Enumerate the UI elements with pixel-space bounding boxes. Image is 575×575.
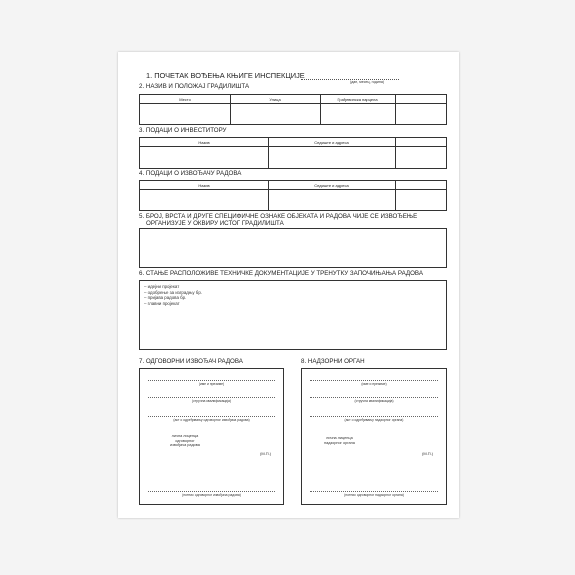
- name-caption: (име и презиме): [198, 382, 225, 386]
- section-2-heading: 2. НАЗИВ И ПОЛОЖАЈ ГРАДИЛИШТА: [139, 83, 250, 90]
- tech-docs-list: [144, 284, 202, 306]
- section-8-heading: 8. НАДЗОРНИ ОРГАН: [301, 358, 365, 365]
- section-3-heading: 3. ПОДАЦИ О ИНВЕСТИТОРУ: [139, 127, 227, 134]
- license-label: лична лиценца одговорног извођача радова: [170, 434, 200, 448]
- col-place: Место: [179, 96, 191, 102]
- act-line[interactable]: [310, 416, 438, 417]
- contractor-responsible-box: [139, 368, 284, 505]
- contractor-table: [139, 180, 447, 211]
- signature-caption: (потпис одговорног надзорног органа): [344, 493, 404, 497]
- tech-doc-item: – идејни пројекат: [144, 284, 180, 289]
- act-caption: (акт о одређивању одговорног извођача радова): [173, 418, 250, 422]
- section-5-heading-line2: ОРГАНИЗУЈЕ У ОКВИРУ ИСТОГ ГРАДИЛИШТА: [146, 220, 284, 227]
- license-label: лична лиценца надзорног органа: [324, 436, 355, 445]
- signature-line[interactable]: [310, 491, 438, 492]
- act-caption: (акт о одређивању надзорног органа): [344, 418, 404, 422]
- col-investor-address: Седиште и адреса: [314, 139, 349, 145]
- section-7-heading: 7. ОДГОВОРНИ ИЗВОЂАЧ РАДОВА: [139, 358, 243, 365]
- date-hint: (дан, месец, година): [350, 80, 385, 84]
- section-5-heading-line1: 5. БРОЈ, ВРСТА И ДРУГЕ СПЕЦИФИЧНЕ ОЗНАКЕ ОБЈЕКАТА И РАДОВА ЧИЈЕ СЕ ИЗВОЂЕЊЕ: [139, 213, 418, 220]
- tech-doc-item: – пријава радова бр.: [144, 295, 187, 300]
- name-line[interactable]: [148, 380, 275, 381]
- stamp-label: (М.П.): [422, 451, 434, 456]
- investor-table: [139, 137, 447, 169]
- name-caption: (име и презиме): [361, 382, 387, 386]
- qualification-line[interactable]: [310, 397, 438, 398]
- qualification-caption: (стручна квалификација): [354, 399, 394, 403]
- section-6-heading: 6. СТАЊЕ РАСПОЛОЖИВЕ ТЕХНИЧКЕ ДОКУМЕНТАЦИЈЕ У ТРЕНУТКУ ЗАПОЧИЊАЊА РАДОВА: [139, 270, 423, 277]
- construction-site-table: [139, 94, 447, 125]
- signature-caption: (потпис одговорног извођача радова): [182, 493, 241, 497]
- col-investor-name: Назив: [198, 139, 210, 145]
- tech-doc-item: – одобрење за изградњу бр.: [144, 289, 202, 295]
- tech-doc-item: – главни пројекат: [144, 300, 180, 306]
- act-line[interactable]: [148, 416, 275, 417]
- form-page: [118, 52, 459, 518]
- name-line[interactable]: [310, 380, 438, 381]
- stamp-label: (М.П.): [260, 451, 272, 456]
- supervisor-box: [301, 368, 447, 505]
- qualification-caption: (стручна квалификација): [191, 399, 232, 403]
- objects-box[interactable]: [139, 228, 447, 268]
- tech-docs-box[interactable]: [139, 280, 447, 350]
- form-title: 1. ПОЧЕТАК ВОЂЕЊА КЊИГЕ ИНСПЕКЦИЈЕ: [146, 71, 305, 80]
- qualification-line[interactable]: [148, 397, 275, 398]
- col-parcel: Грађевинска парцела: [337, 96, 378, 102]
- signature-line[interactable]: [148, 491, 275, 492]
- col-contractor-name: Назив: [198, 182, 210, 188]
- col-contractor-address: Седиште и адреса: [314, 182, 349, 188]
- section-4-heading: 4. ПОДАЦИ О ИЗВОЂАЧУ РАДОВА: [139, 170, 242, 177]
- col-street: Улица: [269, 96, 281, 102]
